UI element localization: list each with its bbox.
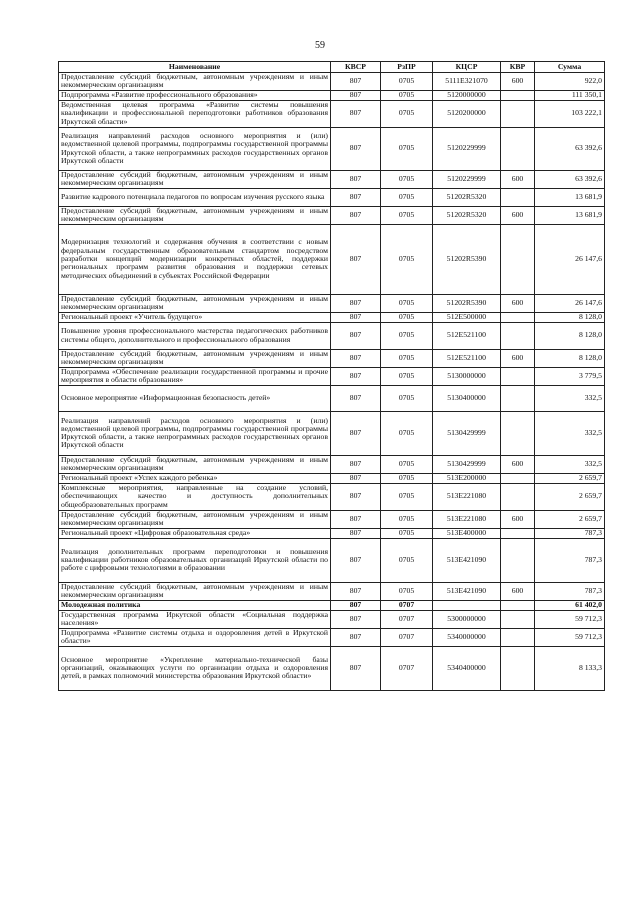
cell-name: Комплексные мероприятия, направленные на создание условий, обеспечивающих качество и доступность дополнительных общеобразовательных программ [59, 483, 331, 510]
cell-sum: 63 392,6 [535, 127, 605, 170]
cell-name: Основное мероприятие «Информационная безопасность детей» [59, 385, 331, 411]
header-kvr: КВР [501, 62, 535, 73]
cell-kvr [501, 610, 535, 628]
cell-rzpr: 0705 [381, 224, 433, 294]
budget-table [58, 61, 605, 691]
cell-kvsr: 807 [331, 510, 381, 528]
cell-sum: 8 128,0 [535, 322, 605, 349]
cell-kvsr: 807 [331, 100, 381, 127]
cell-kvr [501, 367, 535, 385]
cell-kcsr: 51202R5320 [433, 188, 501, 206]
cell-rzpr: 0707 [381, 610, 433, 628]
cell-name: Предоставление субсидий бюджетным, автономным учреждениям и иным некоммерческим организациям [59, 349, 331, 367]
header-name: Наименование [59, 62, 331, 73]
cell-sum: 103 222,1 [535, 100, 605, 127]
table-row [59, 312, 605, 322]
cell-name: Подпрограмма «Развитие системы отдыха и оздоровления детей в Иркутской области» [59, 628, 331, 646]
cell-rzpr: 0705 [381, 206, 433, 224]
cell-name: Молодежная политика [59, 600, 331, 610]
table-row [59, 646, 605, 690]
page-number: 59 [315, 40, 325, 51]
cell-kvsr: 807 [331, 473, 381, 483]
cell-kvsr: 807 [331, 367, 381, 385]
cell-rzpr: 0705 [381, 100, 433, 127]
cell-sum: 787,3 [535, 528, 605, 538]
cell-kvr [501, 188, 535, 206]
cell-kvr [501, 528, 535, 538]
cell-sum: 61 402,0 [535, 600, 605, 610]
cell-kvr [501, 646, 535, 690]
cell-sum: 63 392,6 [535, 170, 605, 188]
cell-rzpr: 0705 [381, 483, 433, 510]
cell-kvsr: 807 [331, 455, 381, 473]
cell-kcsr: 5120229999 [433, 170, 501, 188]
cell-kvsr: 807 [331, 206, 381, 224]
cell-kvr [501, 473, 535, 483]
table-body [59, 73, 605, 691]
cell-kvsr: 807 [331, 538, 381, 582]
cell-kcsr: 5130000000 [433, 367, 501, 385]
cell-kvsr: 807 [331, 170, 381, 188]
cell-rzpr: 0705 [381, 322, 433, 349]
table-row [59, 385, 605, 411]
cell-rzpr: 0705 [381, 73, 433, 91]
cell-name: Предоставление субсидий бюджетным, автономным учреждениям и иным некоммерческим организациям [59, 510, 331, 528]
cell-kvsr: 807 [331, 312, 381, 322]
cell-kvr: 600 [501, 294, 535, 312]
cell-sum: 26 147,6 [535, 294, 605, 312]
cell-rzpr: 0705 [381, 385, 433, 411]
table-row [59, 628, 605, 646]
cell-name: Региональный проект «Цифровая образовательная среда» [59, 528, 331, 538]
cell-kvsr: 807 [331, 411, 381, 455]
cell-name: Реализация направлений расходов основного мероприятия и (или) ведомственной целевой программы, подпрограммы государственной программы Иркутской области, а также непрограммных расходов государственных органов Иркутской области [59, 411, 331, 455]
cell-sum: 332,5 [535, 385, 605, 411]
cell-kvr: 600 [501, 206, 535, 224]
cell-name: Подпрограмма «Обеспечение реализации государственной программы и прочие мероприятия в области образования» [59, 367, 331, 385]
cell-rzpr: 0705 [381, 170, 433, 188]
cell-rzpr: 0707 [381, 600, 433, 610]
table-row [59, 322, 605, 349]
cell-rzpr: 0705 [381, 312, 433, 322]
header-rzpr: РзПР [381, 62, 433, 73]
cell-rzpr: 0705 [381, 455, 433, 473]
table-row [59, 188, 605, 206]
cell-kvr: 600 [501, 170, 535, 188]
cell-kvsr: 807 [331, 646, 381, 690]
cell-rzpr: 0705 [381, 367, 433, 385]
cell-sum: 59 712,3 [535, 610, 605, 628]
cell-name: Государственная программа Иркутской области «Социальная поддержка населения» [59, 610, 331, 628]
table-row [59, 170, 605, 188]
cell-kvsr: 807 [331, 528, 381, 538]
table-row [59, 455, 605, 473]
cell-kvr [501, 538, 535, 582]
cell-kvr [501, 127, 535, 170]
cell-rzpr: 0707 [381, 646, 433, 690]
cell-name: Предоставление субсидий бюджетным, автономным учреждениям и иным некоммерческим организациям [59, 206, 331, 224]
cell-name: Предоставление субсидий бюджетным, автономным учреждениям и иным некоммерческим организациям [59, 294, 331, 312]
cell-rzpr: 0705 [381, 510, 433, 528]
cell-kcsr: 5300000000 [433, 610, 501, 628]
table-row [59, 294, 605, 312]
cell-kvr: 600 [501, 582, 535, 600]
header-kvsr: КВСР [331, 62, 381, 73]
cell-name: Реализация направлений расходов основного мероприятия и (или) ведомственной целевой программы, подпрограммы государственной программы Иркутской области, а также непрограммных расходов государственных органов Иркутской области [59, 127, 331, 170]
cell-kcsr: 51202R5390 [433, 224, 501, 294]
table-row [59, 473, 605, 483]
cell-kcsr: 5130429999 [433, 411, 501, 455]
cell-kcsr: 5120229999 [433, 127, 501, 170]
cell-kvsr: 807 [331, 322, 381, 349]
cell-kcsr: 512E521100 [433, 322, 501, 349]
cell-kvr: 600 [501, 455, 535, 473]
cell-rzpr: 0705 [381, 473, 433, 483]
cell-name: Подпрограмма «Развитие профессионального образования» [59, 90, 331, 100]
header-kcsr: КЦСР [433, 62, 501, 73]
cell-name: Предоставление субсидий бюджетным, автономным учреждениям и иным некоммерческим организациям [59, 73, 331, 91]
cell-sum: 787,3 [535, 538, 605, 582]
cell-kvsr: 807 [331, 294, 381, 312]
cell-kvr: 600 [501, 510, 535, 528]
cell-name: Региональный проект «Учитель будущего» [59, 312, 331, 322]
cell-sum: 2 659,7 [535, 483, 605, 510]
cell-kcsr: 513E421090 [433, 582, 501, 600]
cell-kvsr: 807 [331, 90, 381, 100]
cell-kvsr: 807 [331, 610, 381, 628]
cell-name: Реализация дополнительных программ переподготовки и повышения квалификации работников образовательных организаций Иркутской области по работе с цифровыми технологиями в образовании [59, 538, 331, 582]
cell-kcsr: 5120200000 [433, 100, 501, 127]
cell-kcsr: 5130429999 [433, 455, 501, 473]
cell-kvr [501, 322, 535, 349]
cell-kcsr: 513E400000 [433, 528, 501, 538]
table-row [59, 538, 605, 582]
table-row [59, 367, 605, 385]
table-row [59, 127, 605, 170]
cell-sum: 2 659,7 [535, 510, 605, 528]
cell-name: Ведомственная целевая программа «Развитие системы повышения квалификации и профессиональной переподготовки работников образования Иркутской области» [59, 100, 331, 127]
cell-kvsr: 807 [331, 483, 381, 510]
cell-name: Модернизация технологий и содержания обучения в соответствии с новым федеральным государственным образовательным стандартом посредством разработки концепций модернизации конкретных областей, поддержки региональных программ развития образования и поддержки сетевых методических объединений в субъектах Российской Федерации [59, 224, 331, 294]
cell-kvsr: 807 [331, 600, 381, 610]
table-row [59, 206, 605, 224]
cell-kvsr: 807 [331, 127, 381, 170]
cell-sum: 8 133,3 [535, 646, 605, 690]
cell-kvr [501, 411, 535, 455]
cell-sum: 332,5 [535, 455, 605, 473]
cell-sum: 2 659,7 [535, 473, 605, 483]
cell-sum: 111 350,1 [535, 90, 605, 100]
cell-rzpr: 0705 [381, 127, 433, 170]
cell-rzpr: 0705 [381, 294, 433, 312]
cell-kcsr: 5111E321070 [433, 73, 501, 91]
cell-rzpr: 0705 [381, 188, 433, 206]
cell-kcsr: 5340000000 [433, 628, 501, 646]
cell-kcsr: 5340400000 [433, 646, 501, 690]
cell-kcsr: 513E421090 [433, 538, 501, 582]
table-row [59, 90, 605, 100]
cell-kvr [501, 312, 535, 322]
cell-rzpr: 0705 [381, 528, 433, 538]
cell-kvr [501, 224, 535, 294]
cell-sum: 922,0 [535, 73, 605, 91]
cell-rzpr: 0707 [381, 628, 433, 646]
cell-kvr [501, 628, 535, 646]
header-sum: Сумма [535, 62, 605, 73]
table-row [59, 610, 605, 628]
cell-kvr [501, 600, 535, 610]
table-row [59, 100, 605, 127]
cell-kcsr: 513E221080 [433, 483, 501, 510]
table-header-row [59, 62, 605, 73]
cell-kcsr: 5120000000 [433, 90, 501, 100]
cell-kvr [501, 100, 535, 127]
cell-kvr [501, 483, 535, 510]
cell-sum: 787,3 [535, 582, 605, 600]
table-row [59, 510, 605, 528]
table-row [59, 411, 605, 455]
cell-name: Региональный проект «Успех каждого ребенка» [59, 473, 331, 483]
cell-kvr: 600 [501, 73, 535, 91]
cell-kvsr: 807 [331, 628, 381, 646]
table-row [59, 600, 605, 610]
cell-kvsr: 807 [331, 349, 381, 367]
cell-kcsr: 512E500000 [433, 312, 501, 322]
cell-kvsr: 807 [331, 188, 381, 206]
table-row [59, 528, 605, 538]
table-row [59, 582, 605, 600]
cell-kcsr: 51202R5320 [433, 206, 501, 224]
cell-name: Предоставление субсидий бюджетным, автономным учреждениям и иным некоммерческим организациям [59, 170, 331, 188]
cell-rzpr: 0705 [381, 582, 433, 600]
cell-kvr [501, 90, 535, 100]
cell-name: Основное мероприятие «Укрепление материально-технической базы организаций, оказывающих услуги по организации отдыха и оздоровления детей, в рамках полномочий министерства образования Иркутской области» [59, 646, 331, 690]
cell-kcsr: 513E221080 [433, 510, 501, 528]
cell-kvsr: 807 [331, 224, 381, 294]
cell-name: Предоставление субсидий бюджетным, автономным учреждениям и иным некоммерческим организациям [59, 455, 331, 473]
table-row [59, 73, 605, 91]
cell-kvsr: 807 [331, 582, 381, 600]
cell-rzpr: 0705 [381, 90, 433, 100]
cell-sum: 13 681,9 [535, 188, 605, 206]
table-row [59, 224, 605, 294]
cell-kcsr: 512E521100 [433, 349, 501, 367]
cell-rzpr: 0705 [381, 349, 433, 367]
cell-name: Повышение уровня профессионального мастерства педагогических работников системы общего, дополнительного и профессионального образования [59, 322, 331, 349]
cell-sum: 8 128,0 [535, 349, 605, 367]
cell-name: Предоставление субсидий бюджетным, автономным учреждениям и иным некоммерческим организациям [59, 582, 331, 600]
cell-sum: 26 147,6 [535, 224, 605, 294]
cell-sum: 332,5 [535, 411, 605, 455]
cell-sum: 13 681,9 [535, 206, 605, 224]
cell-kvsr: 807 [331, 73, 381, 91]
cell-name: Развитие кадрового потенциала педагогов по вопросам изучения русского языка [59, 188, 331, 206]
cell-sum: 3 779,5 [535, 367, 605, 385]
cell-kcsr: 5130400000 [433, 385, 501, 411]
table-row [59, 349, 605, 367]
cell-kcsr: 51202R5390 [433, 294, 501, 312]
cell-rzpr: 0705 [381, 411, 433, 455]
cell-kvr: 600 [501, 349, 535, 367]
cell-kcsr: 513E200000 [433, 473, 501, 483]
table-row [59, 483, 605, 510]
cell-kcsr [433, 600, 501, 610]
cell-sum: 8 128,0 [535, 312, 605, 322]
cell-kvsr: 807 [331, 385, 381, 411]
cell-sum: 59 712,3 [535, 628, 605, 646]
cell-kvr [501, 385, 535, 411]
cell-rzpr: 0705 [381, 538, 433, 582]
